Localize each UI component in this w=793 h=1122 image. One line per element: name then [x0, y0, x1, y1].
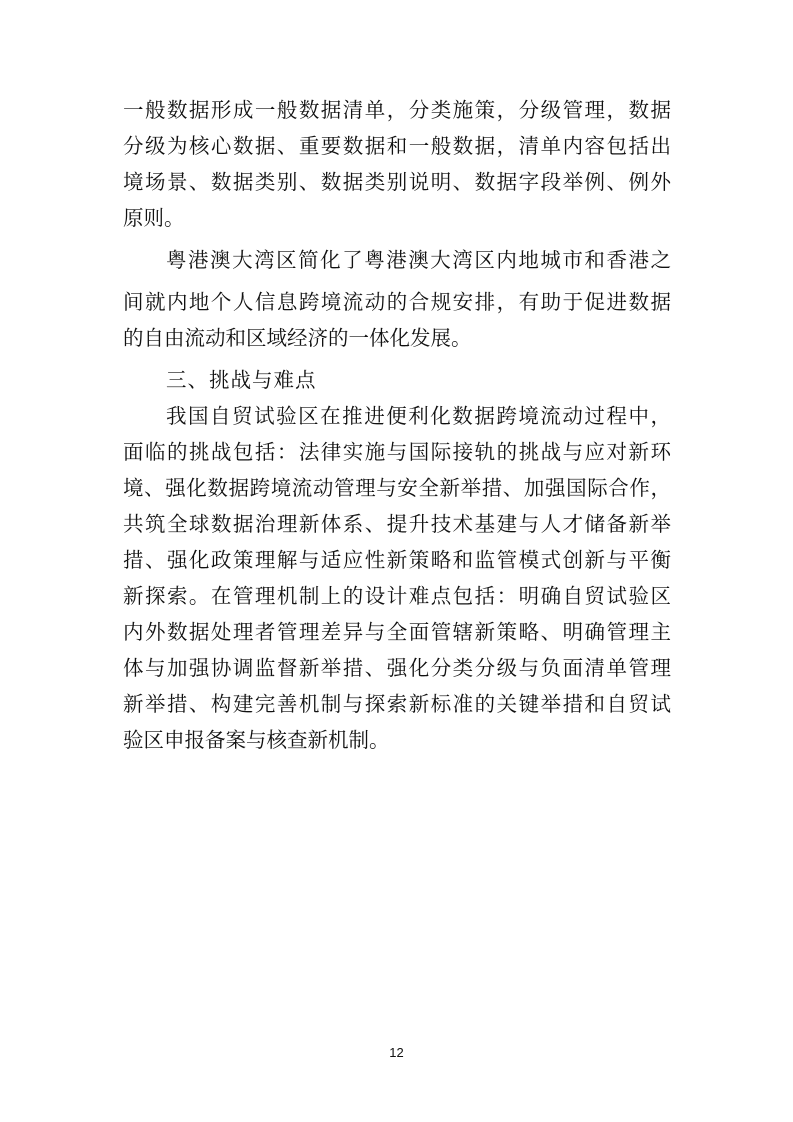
paragraph-line: 的自由流动和区域经济的一体化发展。: [123, 326, 472, 350]
paragraph-line: 面临的挑战包括：法律实施与国际接轨的挑战与应对新环: [123, 440, 671, 464]
paragraph-line: 原则。: [123, 206, 185, 230]
paragraph-line: 验区申报备案与核查新机制。: [123, 728, 390, 752]
paragraph-line: 分级为核心数据、重要数据和一般数据，清单内容包括出: [123, 134, 671, 158]
paragraph-line: 间就内地个人信息跨境流动的合规安排，有助于促进数据: [123, 290, 671, 314]
paragraph-line: 一般数据形成一般数据清单，分类施策，分级管理，数据: [123, 98, 671, 122]
paragraph-line: 内外数据处理者管理差异与全面管辖新策略、明确管理主: [123, 620, 671, 644]
paragraph-line: 新举措、构建完善机制与探索新标准的关键举措和自贸试: [123, 692, 671, 716]
paragraph-line: 共筑全球数据治理新体系、提升技术基建与人才储备新举: [123, 512, 671, 536]
paragraph-line: 粤港澳大湾区简化了粤港澳大湾区内地城市和香港之: [166, 248, 671, 272]
page-number: 12: [389, 1045, 404, 1060]
paragraph-line: 体与加强协调监督新举措、强化分类分级与负面清单管理: [123, 656, 671, 680]
paragraph-line: 新探索。在管理机制上的设计难点包括：明确自贸试验区: [123, 584, 671, 608]
section-heading: 三、挑战与难点: [166, 368, 317, 392]
paragraph-line: 境场景、数据类别、数据类别说明、数据字段举例、例外: [123, 170, 671, 194]
paragraph-line: 我国自贸试验区在推进便利化数据跨境流动过程中，: [166, 404, 671, 428]
paragraph-line: 境、强化数据跨境流动管理与安全新举措、加强国际合作，: [123, 476, 671, 500]
paragraph-line: 措、强化政策理解与适应性新策略和监管模式创新与平衡: [123, 548, 671, 572]
